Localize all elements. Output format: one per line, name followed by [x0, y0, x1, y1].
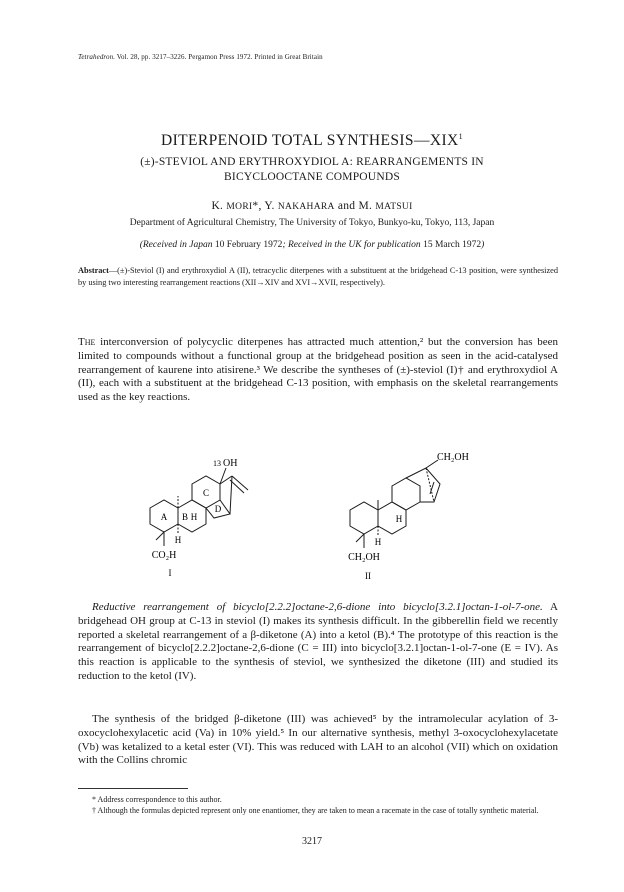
- label-h-mid: H: [395, 514, 403, 524]
- label-h-bottom: H: [174, 535, 182, 545]
- journal-name: Tetrahedron.: [78, 53, 116, 61]
- received-close: ): [481, 240, 485, 250]
- compound-numeral-i: I: [168, 568, 172, 578]
- author-2-initial: , Y.: [258, 200, 278, 212]
- received-open: (Received in Japan: [139, 240, 215, 250]
- ring-3: [392, 478, 420, 510]
- title-text: DITERPENOID TOTAL SYNTHESIS—XIX: [160, 132, 459, 149]
- paragraph-1-lead: The: [78, 336, 96, 348]
- label-bottom-ch2oh: CH₂OH: [348, 552, 380, 563]
- label-ring-b: B: [181, 512, 189, 522]
- author-1-initial: K.: [211, 200, 227, 212]
- author-3-surname: MATSUI: [375, 202, 413, 212]
- ring-1: [350, 502, 378, 534]
- compound-numeral-ii: II: [365, 571, 371, 581]
- label-h-bottom: H: [374, 537, 382, 547]
- author-2-surname: NAKAHARA: [277, 202, 335, 212]
- methylene-double-bond: [230, 480, 244, 493]
- affiliation: Department of Agricultural Chemistry, The University of Tokyo, Bunkyo-ku, Tokyo, 113, Japan: [129, 218, 495, 228]
- label-ring-d: D: [214, 504, 222, 514]
- paragraph-2-text: A bridgehead OH group at C-13 in steviol (I) makes its synthesis difficult. In the gibberellin field we recently reported a skeletal rearrangement of a β-diketone (A) into a ketol (B).⁴ The prototype of this reaction is the rearrangement of bicyclo[2.2.2]octane-2,6-dione (C = III) into bicyclo[3.2.1]octan-1-ol-7-one (E = IV). As this reaction is applicable to the synthesis of steviol, we synthesized the diketone (III) and studied its reduction to the ketol (IV).: [78, 601, 558, 682]
- paragraph-1-text: interconversion of polycyclic diterpenes has attracted much attention,² but the conversion has been limited to compounds without a functional group at the bridgehead position as seen in the acid-catalysed rearrangement of kaurene into atisirene.³ We describe the syntheses of (±)-steviol (I)† and erythroxydiol A (II), each with a substituent at the bridgehead C-13 position, with emphasis on the skeletal rearrangements used as the key reactions.: [78, 336, 558, 404]
- corresponding-author-mark: *: [252, 200, 259, 212]
- received-date-uk: 15 March 1972: [423, 240, 482, 250]
- footnote-rule: [78, 788, 188, 789]
- label-ring-a: A: [160, 512, 168, 522]
- received-mid: ; Received in the UK for publication: [282, 240, 424, 250]
- structure-erythroxydiol: [330, 448, 490, 583]
- author-3-initial: and M.: [334, 200, 376, 212]
- page-number: 3217: [302, 836, 322, 847]
- ring-4: [406, 468, 440, 502]
- received-dates: [0, 240, 624, 250]
- structure-steviol: [130, 448, 290, 578]
- received-date-japan: 10 February 1972: [214, 240, 283, 250]
- section-heading: Reductive rearrangement of bicyclo[2.2.2]octane-2,6-dione into bicyclo[3.2.1]octan-1-ol-7-one.: [92, 601, 543, 613]
- label-top-ch2oh: CH₂OH: [437, 452, 469, 463]
- body-paragraph-1: [78, 336, 558, 405]
- label-c13: 13: [213, 459, 221, 468]
- methyl-bottom-bond: [356, 534, 364, 542]
- footnote-1: * Address correspondence to this author.: [92, 795, 222, 804]
- label-co2h: CO₂H: [151, 550, 177, 561]
- body-paragraph-2: [78, 601, 558, 684]
- methylene-bond: [232, 476, 248, 490]
- label-ring-c: C: [202, 488, 210, 498]
- body-paragraph-3: [78, 713, 558, 768]
- paragraph-3-text: The synthesis of the bridged β-diketone (III) was achieved⁵ by the intramolecular acylation of 3-oxocyclohexylacetic acid (Va) in 10% yield.⁵ In our alternative synthesis, methyl 3-oxocyclohexylacetate (Vb) was ketalized to a ketal ester (VI). This was reduced with LAH to an alcohol (VII) which on oxidation with the Collins chromic: [78, 713, 558, 767]
- author-list: [0, 200, 624, 212]
- label-oh: OH: [223, 458, 238, 469]
- article-title: [0, 132, 624, 150]
- label-h-b: H: [190, 512, 198, 522]
- methyl-bottom-bond: [156, 532, 164, 540]
- footnote-2: † Although the formulas depicted represent only one enantiomer, they are taken to mean a racemate in the case of totally synthetic material.: [92, 806, 539, 815]
- abstract-text: —(±)-Steviol (I) and erythroxydiol A (II), tetracyclic diterpenes with a substituent at the bridgehead C-13 position, were synthesized by using two interesting rearrangement reactions (XII→XIV and XVI→XVII, respectively).: [78, 266, 558, 287]
- abstract: [78, 265, 558, 288]
- subtitle-line-2: BICYCLOOCTANE COMPOUNDS: [224, 171, 400, 183]
- author-1-surname: MORI: [226, 202, 253, 212]
- journal-citation: [78, 53, 323, 61]
- title-footnote-ref: 1: [458, 132, 464, 141]
- journal-details: Vol. 28, pp. 3217–3226. Pergamon Press 1972. Printed in Great Britain: [116, 53, 323, 61]
- subtitle-line-1: (±)-STEVIOL AND ERYTHROXYDIOL A: REARRANGEMENTS IN: [140, 156, 484, 168]
- abstract-label: Abstract: [78, 266, 109, 275]
- article-subtitle: [60, 155, 564, 185]
